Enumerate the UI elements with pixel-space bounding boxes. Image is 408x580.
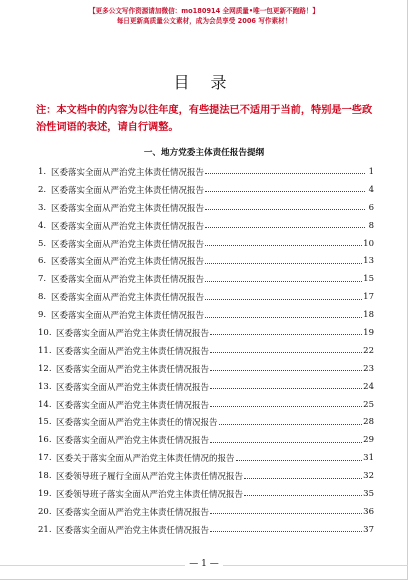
toc-entry-page: 35 [363, 488, 374, 499]
promo-line-2: 每日更新高质量公文素材，成为会员享受 2006 写作素材！ [116, 17, 292, 25]
toc-entry-page: 23 [363, 363, 374, 374]
table-of-contents [38, 163, 374, 539]
toc-entry-number: 21. [38, 524, 52, 535]
toc-entry-number: 5. [38, 238, 47, 249]
toc-dot-leader [210, 531, 362, 532]
toc-entry-title[interactable]: 区委落实全面从严治党主体责任情况报告 [56, 436, 210, 447]
toc-entry-number: 17. [38, 453, 52, 464]
toc-entry[interactable] [38, 199, 374, 217]
toc-dot-leader [205, 227, 365, 228]
toc-dot-leader [236, 460, 363, 461]
toc-entry[interactable] [38, 324, 374, 342]
toc-entry-number: 7. [38, 274, 47, 285]
toc-entry-title[interactable]: 区委关于落实全面从严治党主体责任情况的报告 [56, 454, 235, 465]
toc-entry[interactable] [38, 521, 374, 539]
toc-entry[interactable] [38, 378, 374, 396]
toc-entry[interactable] [38, 449, 374, 467]
toc-entry-number: 15. [38, 417, 52, 428]
toc-entry[interactable] [38, 252, 374, 270]
toc-entry[interactable] [38, 235, 374, 253]
toc-entry-title[interactable]: 区委落实全面从严治党主体责任情况报告 [56, 364, 210, 375]
toc-entry[interactable] [38, 503, 374, 521]
toc-entry-number: 9. [38, 310, 47, 321]
toc-entry-title[interactable]: 区委领导班子履行全面从严治党主体责任情况报告 [56, 472, 244, 483]
toc-entry-number: 6. [38, 256, 47, 267]
toc-entry[interactable] [38, 360, 374, 378]
toc-dot-leader [205, 317, 362, 318]
toc-entry-title[interactable]: 区委落实全面从严治党主体责任情况报告 [56, 346, 210, 357]
toc-entry-page: 29 [363, 435, 374, 446]
toc-entry-page: 15 [363, 274, 374, 285]
toc-entry-number: 19. [38, 488, 52, 499]
toc-dot-leader [205, 209, 365, 210]
toc-entry-page: 19 [363, 327, 374, 338]
toc-entry-title[interactable]: 区委领导班子落实全面从严治党主体责任情况报告 [56, 489, 244, 500]
toc-dot-leader [244, 495, 362, 496]
toc-entry[interactable] [38, 181, 374, 199]
toc-entry-title[interactable]: 区委落实全面从严治党主体责任情况报告 [51, 167, 205, 178]
page-title: 目 录 [173, 73, 235, 92]
toc-entry-page: 22 [363, 345, 374, 356]
toc-entry-title[interactable]: 区委落实全面从严治党主体责任情况报告 [56, 525, 210, 536]
toc-entry-title[interactable]: 区委落实全面从严治党主体责任的情况报告 [56, 418, 218, 429]
toc-entry-number: 12. [38, 363, 52, 374]
toc-entry-number: 16. [38, 435, 52, 446]
toc-entry[interactable] [38, 413, 374, 431]
toc-dot-leader [205, 245, 362, 246]
toc-entry-title[interactable]: 区委落实全面从严治党主体责任情况报告 [51, 311, 205, 322]
notice-text: 注：本文档中的内容为以往年度，有些提法已不适用于当前，特别是一些政治性词语的表述，请自行调整。 [36, 105, 373, 133]
toc-dot-leader [219, 424, 363, 425]
toc-dot-leader [210, 334, 362, 335]
toc-entry-title[interactable]: 区委落实全面从严治党主体责任情况报告 [56, 328, 210, 339]
toc-entry-page: 37 [363, 524, 374, 535]
toc-entry-title[interactable]: 区委落实全面从严治党主体责任情况报告 [51, 221, 205, 232]
toc-entry-number: 2. [38, 184, 47, 195]
toc-dot-leader [205, 263, 362, 264]
toc-entry-title[interactable]: 区委落实全面从严治党主体责任情况报告 [51, 239, 205, 250]
toc-entry[interactable] [38, 217, 374, 235]
toc-entry-number: 3. [38, 202, 47, 213]
toc-entry-number: 10. [38, 327, 52, 338]
page-number-text: — 1 — [185, 559, 222, 569]
toc-entry-page: 10 [363, 238, 374, 249]
toc-entry-title[interactable]: 区委落实全面从严治党主体责任情况报告 [51, 293, 205, 304]
toc-entry-number: 20. [38, 506, 52, 517]
toc-entry-number: 1. [38, 166, 47, 177]
toc-entry-page: 24 [363, 381, 374, 392]
toc-entry-page: 8 [368, 220, 374, 231]
toc-dot-leader [244, 478, 362, 479]
toc-entry-page: 31 [363, 453, 374, 464]
toc-entry-title[interactable]: 区委落实全面从严治党主体责任情况报告 [56, 382, 210, 393]
toc-dot-leader [205, 173, 365, 174]
toc-entry[interactable] [38, 431, 374, 449]
toc-entry[interactable] [38, 467, 374, 485]
section-heading: 一、地方党委主体责任报告提纲 [143, 148, 265, 158]
toc-entry-number: 13. [38, 381, 52, 392]
toc-entry-page: 36 [363, 506, 374, 517]
toc-entry-title[interactable]: 区委落实全面从严治党主体责任情况报告 [56, 507, 210, 518]
toc-entry[interactable] [38, 342, 374, 360]
toc-entry-number: 18. [38, 471, 52, 482]
toc-entry-title[interactable]: 区委落实全面从严治党主体责任情况报告 [56, 400, 210, 411]
toc-entry-number: 14. [38, 399, 52, 410]
toc-entry-page: 18 [363, 310, 374, 321]
toc-dot-leader [210, 513, 362, 514]
toc-entry-page: 32 [363, 471, 374, 482]
toc-entry[interactable] [38, 485, 374, 503]
promo-banner [0, 6, 408, 26]
toc-dot-leader [205, 281, 362, 282]
toc-entry[interactable] [38, 270, 374, 288]
toc-entry-page: 17 [363, 292, 374, 303]
toc-entry-page: 6 [368, 202, 374, 213]
page-number [0, 559, 408, 569]
toc-dot-leader [210, 370, 362, 371]
toc-entry-page: 28 [363, 417, 374, 428]
toc-dot-leader [210, 352, 362, 353]
toc-entry-number: 4. [38, 220, 47, 231]
toc-dot-leader [210, 442, 362, 443]
toc-entry-page: 25 [363, 399, 374, 410]
toc-entry[interactable] [38, 288, 374, 306]
toc-entry[interactable] [38, 306, 374, 324]
toc-entry-title[interactable]: 区委落实全面从严治党主体责任情况报告 [51, 203, 205, 214]
toc-entry[interactable] [38, 163, 374, 181]
toc-entry-page: 13 [363, 256, 374, 267]
toc-entry-number: 8. [38, 292, 47, 303]
toc-entry-page: 1 [368, 166, 374, 177]
toc-entry-title[interactable]: 区委落实全面从严治党主体责任情况报告 [51, 185, 205, 196]
toc-entry-title[interactable]: 区委落实全面从严治党主体责任情况报告 [51, 275, 205, 286]
promo-line-1: 【更多公文写作资源请加微信：mo180914 全网质量•唯一包更新不跑路！】 [88, 7, 320, 15]
toc-entry-page: 4 [368, 184, 374, 195]
toc-entry-number: 11. [38, 345, 52, 356]
toc-dot-leader [210, 406, 362, 407]
toc-dot-leader [205, 191, 365, 192]
toc-entry[interactable] [38, 396, 374, 414]
toc-entry-title[interactable]: 区委落实全面从严治党主体责任情况报告 [51, 257, 205, 268]
toc-dot-leader [210, 388, 362, 389]
toc-dot-leader [205, 299, 362, 300]
